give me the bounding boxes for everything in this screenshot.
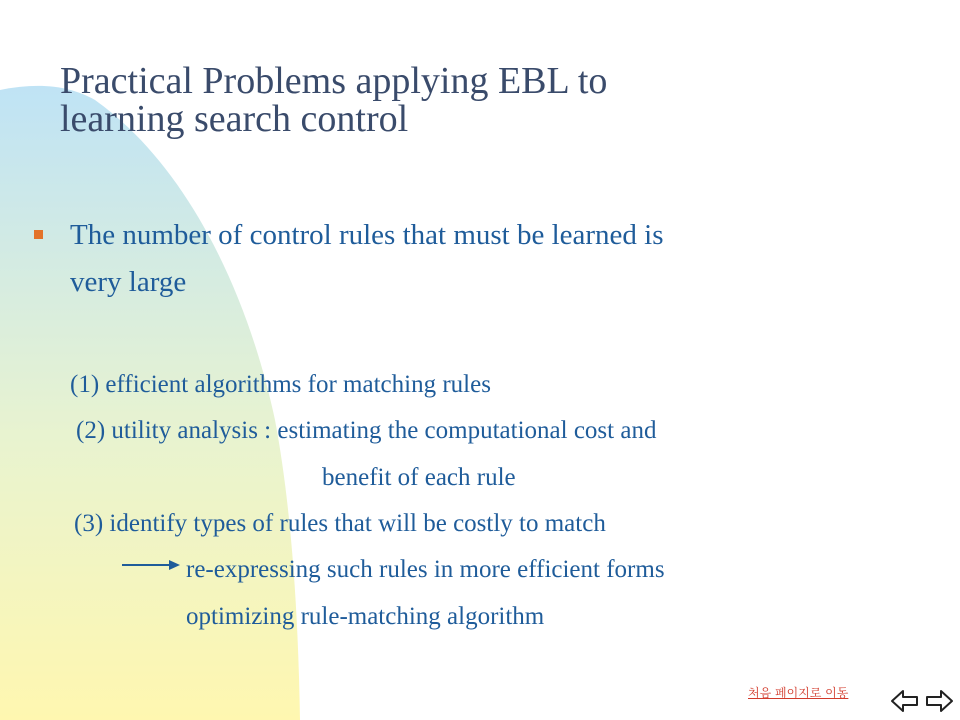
sub-item-3: (3) identify types of rules that will be costly to match xyxy=(74,510,606,537)
bullet-text xyxy=(70,212,870,306)
right-arrow-icon xyxy=(122,558,180,572)
sub-item-2: (2) utility analysis : estimating the computational cost and xyxy=(76,417,657,444)
sub-item-3-detail-2: optimizing rule-matching algorithm xyxy=(186,603,545,630)
bullet-line-2: very large xyxy=(70,266,187,298)
bullet-square-icon xyxy=(34,230,43,239)
title-line-1: Practical Problems applying EBL to xyxy=(60,60,608,102)
sub-item-2-continuation: benefit of each rule xyxy=(322,464,516,491)
slide-title xyxy=(60,62,920,138)
bullet-line-1: The number of control rules that must be learned is xyxy=(70,219,664,251)
sub-item-1: (1) efficient algorithms for matching rules xyxy=(70,371,491,398)
sub-item-3-detail-1: re-expressing such rules in more efficient forms xyxy=(186,556,665,583)
right-arrow-nav-icon[interactable] xyxy=(924,688,954,714)
left-arrow-icon[interactable] xyxy=(890,688,920,714)
first-page-link[interactable]: 처음 페이지로 이동 xyxy=(748,686,849,700)
title-line-2: learning search control xyxy=(60,98,409,140)
